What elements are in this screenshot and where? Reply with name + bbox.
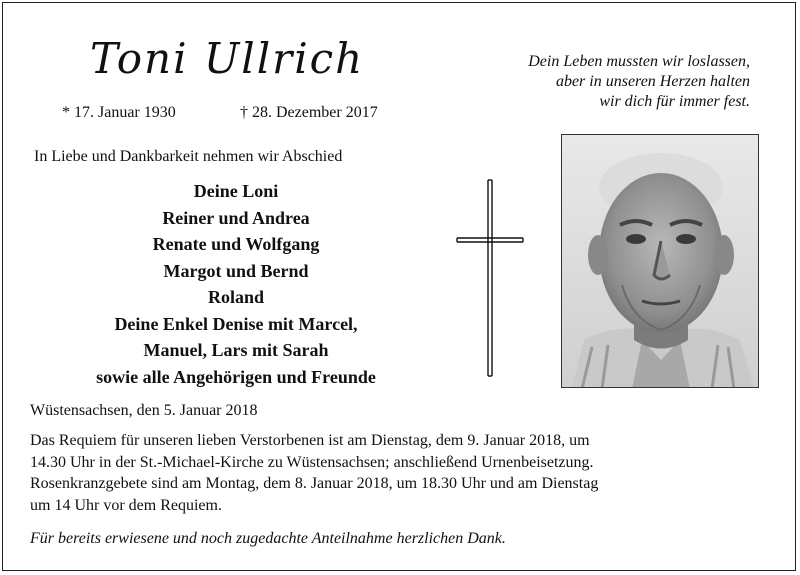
requiem-line: Das Requiem für unseren lieben Verstorbenen ist am Dienstag, dem 9. Januar 2018, um (30, 432, 590, 449)
requiem-line: um 14 Uhr vor dem Requiem. (30, 496, 222, 514)
mourner-line: Deine Loni (193, 181, 279, 201)
portrait-photo (561, 134, 759, 388)
birth-date: * 17. Januar 1930 (62, 104, 176, 121)
mourner-line: Roland (207, 287, 265, 307)
verse-line: aber in unseren Herzen halten (555, 73, 750, 90)
mourner-line: Deine Enkel Denise mit Marcel, (114, 313, 358, 334)
farewell-intro: In Liebe und Dankbarkeit nehmen wir Abschied (34, 148, 343, 165)
requiem-line: Rosenkranzgebete sind am Montag, dem 8. Januar 2018, um 18.30 Uhr und am Dienstag (30, 475, 599, 492)
death-date: † 28. Dezember 2017 (240, 104, 378, 121)
mourner-line: sowie alle Angehörigen und Freunde (96, 366, 376, 387)
mourner-line: Reiner und Andrea (162, 207, 310, 228)
mourner-line: Manuel, Lars mit Sarah (143, 340, 329, 360)
deceased-name: Toni Ullrich (90, 34, 365, 83)
mourner-line: Margot und Bernd (163, 260, 309, 281)
thanks-note: Für bereits erwiesene und noch zugedachte Anteilnahme herzlichen Dank. (30, 530, 506, 547)
requiem-details (30, 430, 775, 516)
memorial-verse (490, 52, 750, 112)
portrait-image (562, 135, 759, 388)
requiem-line: 14.30 Uhr in der St.-Michael-Kirche zu Wüstensachsen; anschließend Urnenbeisetzung. (30, 453, 594, 471)
verse-line: Dein Leben mussten wir loslassen, (528, 53, 750, 70)
verse-line: wir dich für immer fest. (599, 93, 750, 110)
mourners-list (36, 178, 436, 390)
mourner-line: Renate und Wolfgang (152, 234, 320, 254)
place-and-date: Wüstensachsen, den 5. Januar 2018 (30, 402, 258, 419)
cross-icon (455, 178, 525, 378)
